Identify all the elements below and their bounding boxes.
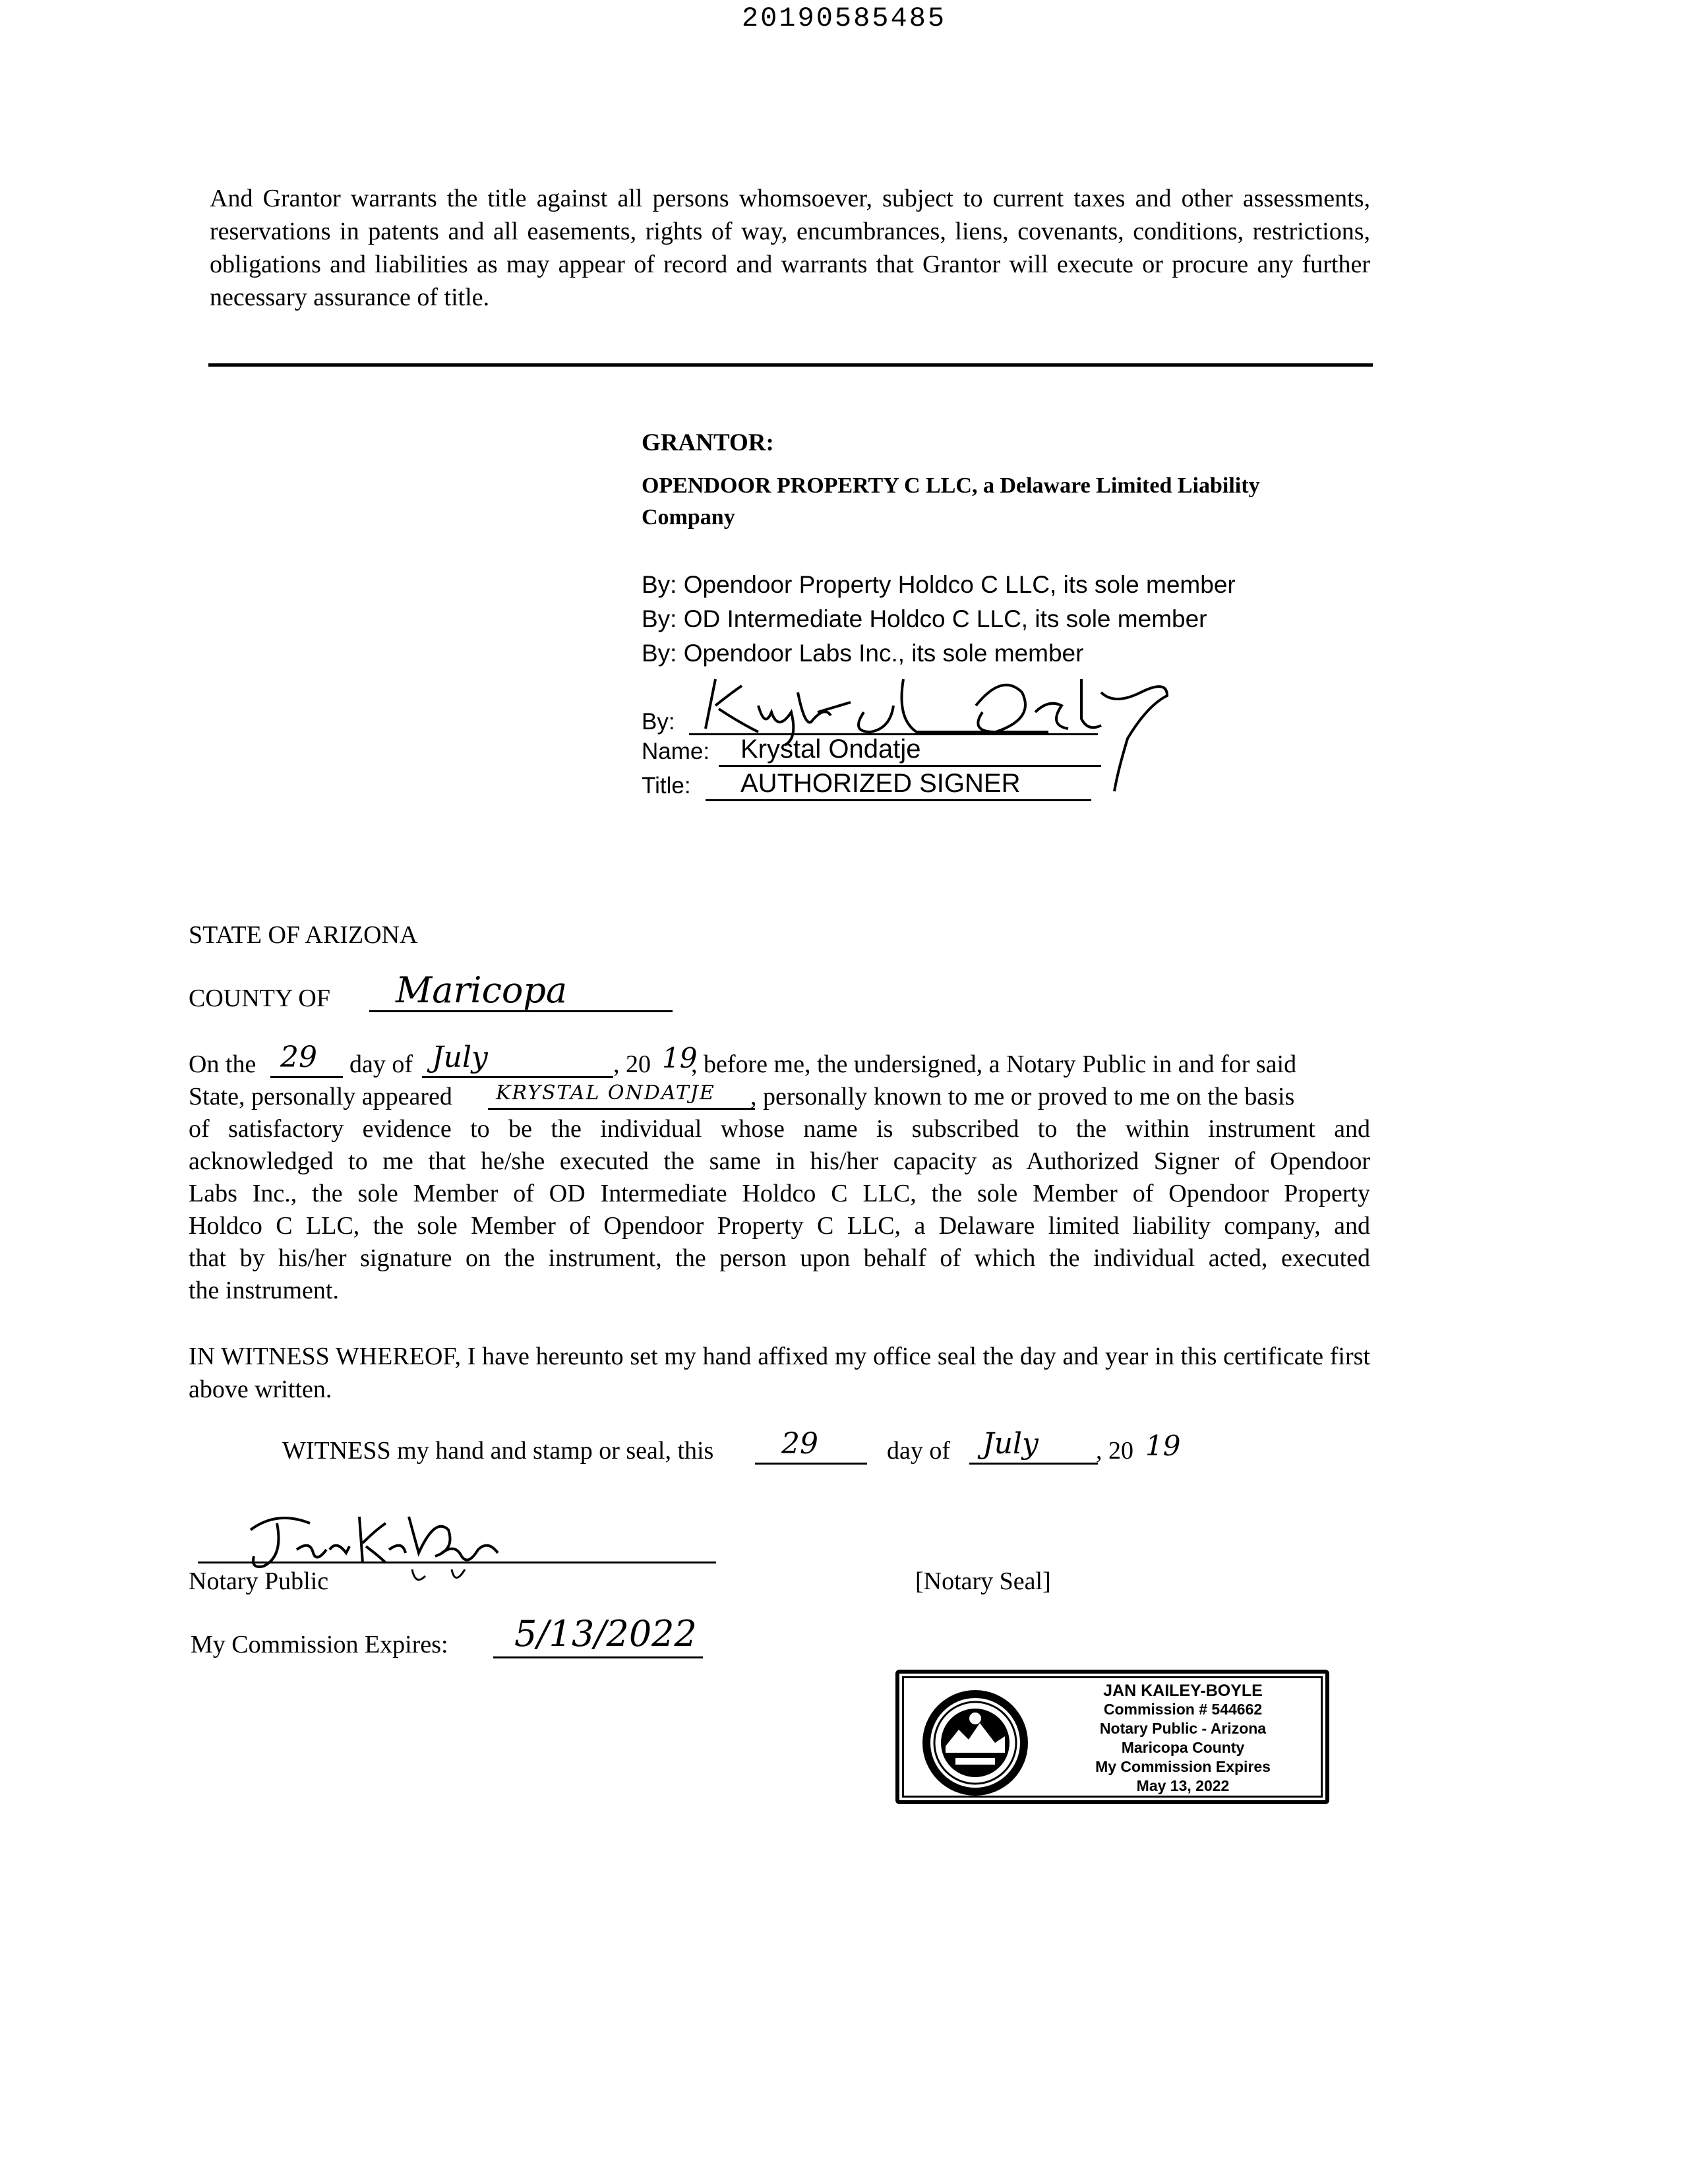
commission-expires-label: My Commission Expires: [191, 1631, 448, 1658]
notary-county-line [369, 1010, 673, 1012]
commission-expires-line [493, 1656, 703, 1658]
ack-month-line [422, 1076, 613, 1078]
grantor-title-line [706, 799, 1091, 801]
stamp-name: JAN KAILEY-BOYLE [1103, 1682, 1263, 1700]
grantor-by-line-3: By: Opendoor Labs Inc., its sole member [642, 640, 1084, 667]
grantor-name-line [719, 765, 1101, 767]
ack-appeared-name: KRYSTAL ONDATJE [496, 1081, 715, 1105]
grantor-company-line1: OPENDOOR PROPERTY C LLC, a Delaware Limited Liability [642, 473, 1260, 498]
warranty-paragraph: And Grantor warrants the title against all persons whomsoever, subject to current taxes and other assessments, reservations in patents and all easements, rights of way, encumbrances, liens, covenants, conditions, restrictions, obligations and liabilities as may appear of record and warrants that Grantor will execute or procure any further necessary assurance of title. [210, 185, 1370, 311]
grantor-by-line-2: By: OD Intermediate Holdco C LLC, its sole member [642, 605, 1207, 632]
ack-line-3: of satisfactory evidence to be the individual whose name is subscribed to the within instrument and [189, 1115, 1370, 1143]
witness-day: 29 [781, 1427, 818, 1461]
witness-year-prefix: , 20 [1096, 1437, 1133, 1465]
section-divider [208, 363, 1373, 367]
witness-month-line [969, 1463, 1098, 1465]
stamp-title: Notary Public - Arizona [1099, 1720, 1267, 1737]
ack-day-line [270, 1076, 343, 1078]
witness-prefix: WITNESS my hand and stamp or seal, this [282, 1437, 714, 1465]
grantor-by-label: By: [642, 709, 675, 735]
witness-year: 19 [1145, 1430, 1181, 1462]
witness-whereof-paragraph: IN WITNESS WHEREOF, I have hereunto set my hand affixed my office seal the day and year in this certificate first above written. [189, 1343, 1370, 1403]
document-number: 20190585485 [741, 3, 947, 34]
ack-year: 19 [662, 1042, 698, 1074]
ack-line-5: Labs Inc., the sole Member of OD Intermediate Holdco C LLC, the sole Member of Opendoor Property [189, 1180, 1370, 1207]
grantor-company-line2: Company [642, 505, 735, 530]
witness-month: July [982, 1427, 1039, 1461]
grantor-name-value: Krystal Ondatje [740, 735, 921, 764]
notary-stamp [895, 1670, 1329, 1804]
ack-on-the: On the [189, 1050, 256, 1078]
stamp-expires-label: My Commission Expires [1095, 1758, 1271, 1775]
ack-day-of: day of [349, 1050, 413, 1078]
grantor-heading: GRANTOR: [642, 429, 774, 456]
ack-line1-rest: , before me, the undersigned, a Notary Public in and for said [691, 1050, 1297, 1078]
ack-day: 29 [280, 1041, 317, 1074]
grantor-title-value: AUTHORIZED SIGNER [740, 769, 1021, 798]
ack-line-4: acknowledged to me that he/she executed the same in his/her capacity as Authorized Signer of Opendoor [189, 1147, 1370, 1175]
ack-line-8: the instrument. [189, 1277, 339, 1304]
notary-state: STATE OF ARIZONA [189, 921, 418, 949]
stamp-commission: Commission # 544662 [1103, 1701, 1263, 1718]
ack-line-6: Holdco C LLC, the sole Member of Opendoor Property C LLC, a Delaware limited liability company, and [189, 1212, 1370, 1240]
grantor-name-label: Name: [642, 739, 710, 764]
ack-line-7: that by his/her signature on the instrument, the person upon behalf of which the individual acted, executed [189, 1244, 1370, 1272]
stamp-county: Maricopa County [1121, 1739, 1245, 1756]
arizona-seal-icon [919, 1687, 1031, 1799]
ack-month: July [432, 1041, 488, 1074]
notary-county-label: COUNTY OF [189, 985, 330, 1012]
ack-line2-rest: , personally known to me or proved to me on the basis [750, 1083, 1295, 1110]
witness-day-line [755, 1463, 867, 1465]
notary-public-label: Notary Public [189, 1567, 329, 1595]
ack-appeared-line [488, 1108, 755, 1110]
grantor-title-label: Title: [642, 773, 691, 799]
stamp-expires-date: May 13, 2022 [1136, 1777, 1230, 1794]
notary-seal-label: [Notary Seal] [915, 1567, 1051, 1595]
witness-day-of: day of [887, 1437, 951, 1465]
notary-signature-line [198, 1562, 716, 1563]
ack-line2-start: State, personally appeared [189, 1083, 452, 1110]
notary-county-value: Maricopa [396, 969, 568, 1011]
commission-expires-value: 5/13/2022 [514, 1613, 697, 1654]
ack-year-prefix: , 20 [613, 1050, 651, 1078]
grantor-by-line-1: By: Opendoor Property Holdco C LLC, its sole member [642, 571, 1236, 598]
